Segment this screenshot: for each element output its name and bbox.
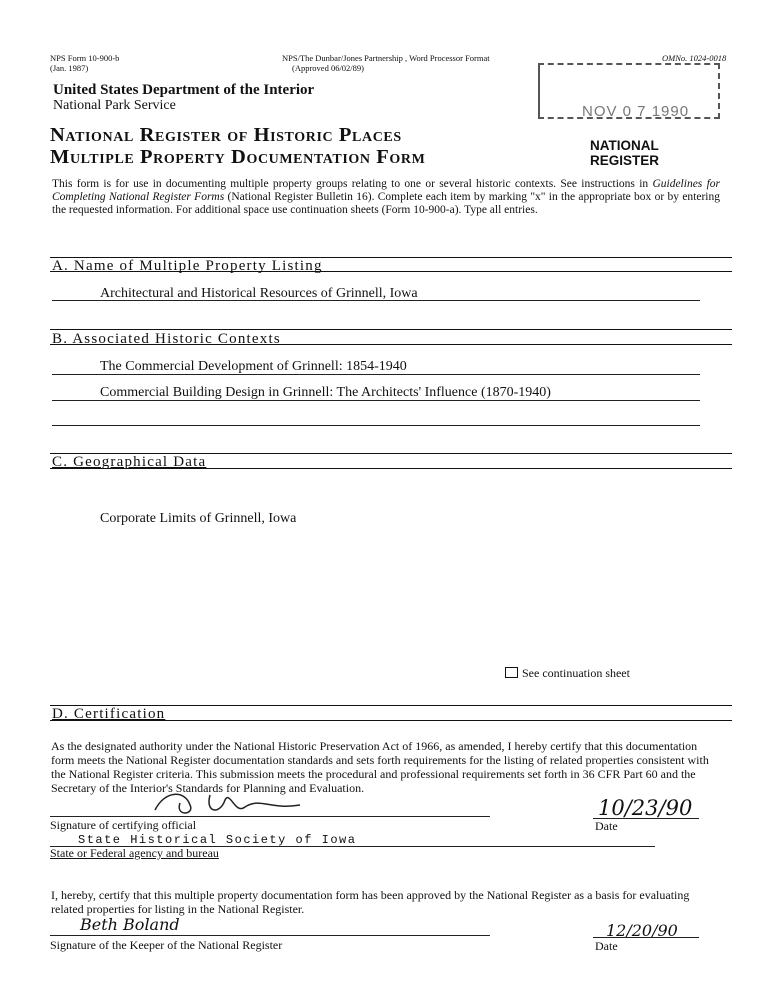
section-c-heading: C. Geographical Data xyxy=(52,454,207,470)
section-b-heading: B. Associated Historic Contexts xyxy=(52,331,281,347)
context-line-2 xyxy=(52,400,700,401)
omb-number: OMNo. 1024-0018 xyxy=(662,53,727,63)
form-number-block xyxy=(50,53,119,73)
form-date: (Jan. 1987) xyxy=(50,63,89,73)
stamp-national: NATIONAL xyxy=(590,138,659,153)
certifying-agency-value[interactable]: State Historical Society of Iowa xyxy=(78,833,357,847)
continuation-checkbox[interactable] xyxy=(505,667,518,678)
property-listing-line xyxy=(52,300,700,301)
certification-statement: As the designated authority under the National Historic Preservation Act of 1966, as amended, I hereby certify that this documentation form meets the National Register documentation standards and sets forth requirements for the listing of related properties consistent with the National Register criteria. This submission meets the procedural and professional requirements set forth in 36 CFR Part 60 and the Secretary of the Interior's Standards for Planning and Evaluation. xyxy=(51,739,709,795)
keeper-signature: Beth Boland xyxy=(80,915,180,934)
continuation-label: See continuation sheet xyxy=(522,666,630,680)
section-d-heading: D. Certification xyxy=(52,706,166,722)
cert-date-label: Date xyxy=(595,819,618,833)
instructions-part1: This form is for use in documenting multiple property groups relating to one or several historic contexts. See instructions in xyxy=(52,178,653,190)
format-note-block xyxy=(282,53,490,73)
keeper-label: Signature of the Keeper of the National Register xyxy=(50,938,283,952)
historic-context-1[interactable]: The Commercial Development of Grinnell: 1854-1940 xyxy=(100,359,407,374)
continuation-sheet-option[interactable] xyxy=(505,666,630,681)
certification-date-value: 10/23/90 xyxy=(598,796,693,820)
section-c-underline xyxy=(50,468,732,469)
keeper-date-line xyxy=(593,937,699,938)
agency-label: State or Federal agency and bureau xyxy=(50,846,219,860)
form-title-line1: National Register of Historic Places xyxy=(50,124,402,146)
section-a-heading: A. Name of Multiple Property Listing xyxy=(52,258,323,274)
section-a-underline xyxy=(50,271,732,272)
signature-label: Signature of certifying official xyxy=(50,818,197,832)
stamp-register: REGISTER xyxy=(590,153,660,168)
section-b-rule xyxy=(50,329,732,330)
instructions-paragraph xyxy=(52,178,720,217)
signature-line xyxy=(50,816,490,817)
received-stamp-date: NOV 0 7 1990 xyxy=(582,103,690,120)
context-line-1 xyxy=(52,374,700,375)
approved-note: (Approved 06/02/89) xyxy=(292,63,365,73)
form-number: NPS Form 10-900-b xyxy=(50,53,120,63)
property-listing-name[interactable]: Architectural and Historical Resources of Grinnell, Iowa xyxy=(100,286,418,301)
geographical-data-value[interactable]: Corporate Limits of Grinnell, Iowa xyxy=(100,511,297,526)
department-name: United States Department of the Interior xyxy=(53,82,315,98)
historic-context-2[interactable]: Commercial Building Design in Grinnell: The Architects' Influence (1870-1940) xyxy=(100,385,551,400)
section-b-underline xyxy=(50,344,732,345)
keeper-signature-line xyxy=(50,935,490,936)
section-d-underline xyxy=(50,720,732,721)
agency-name: National Park Service xyxy=(53,98,176,113)
form-title-line2: Multiple Property Documentation Form xyxy=(50,146,426,168)
context-line-3 xyxy=(52,425,700,426)
keeper-date-value: 12/20/90 xyxy=(606,921,678,940)
keeper-statement: I, hereby, certify that this multiple property documentation form has been approved by the National Register as a basis for evaluating related properties for listing in the National Register. xyxy=(51,888,690,916)
instructions-part2: (National Register Bulletin 16). Complete each item by marking "x" in the appropriate box or by entering the requested information. For additional space use continuation sheets (Form 10-900-a). Type all entries. xyxy=(52,191,720,216)
keeper-date-label: Date xyxy=(595,939,618,953)
instructions-guidelines-title: Guidelines for Completing National Register Forms xyxy=(52,178,720,203)
format-note: NPS/The Dunbar/Jones Partnership , Word Processor Format xyxy=(282,53,490,63)
